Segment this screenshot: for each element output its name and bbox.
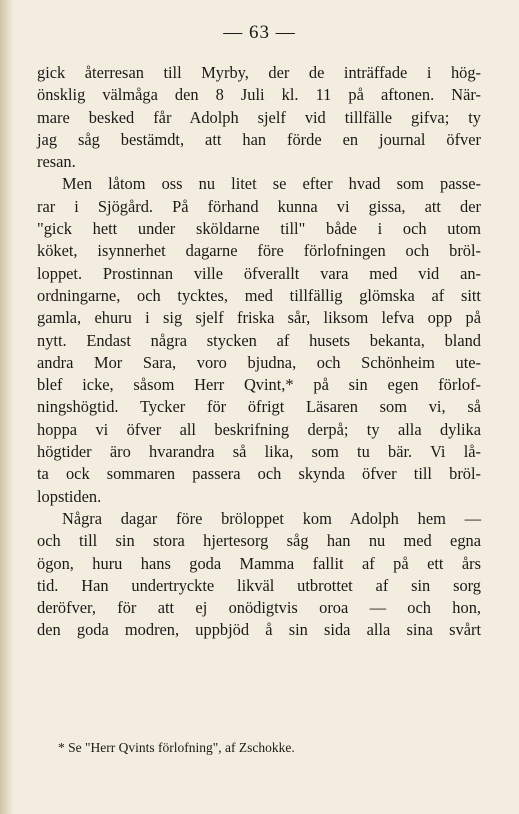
text-line: rar i Sjögård. På förhand kunna vi gissa, att der [37, 196, 481, 216]
text-line: ningshögtid. Tycker för öfrigt Läsaren som vi, så [37, 397, 481, 417]
text-line: hoppa vi öfver all beskrifning derpå; ty alla dylika [37, 419, 481, 439]
text-line: resan. [37, 152, 76, 172]
text-line: köket, isynnerhet dagarne före förlofningen och bröl- [37, 241, 481, 261]
page-number: — 63 — [223, 22, 296, 43]
text-line: "gick hett under sköldarne till" både i och utom [37, 219, 481, 239]
text-line: andra Mor Sara, voro bjudna, och Schönheim ute- [37, 352, 481, 372]
text-line: loppet. Prostinnan ville öfverallt vara med vid an- [37, 263, 481, 283]
footnote: * Se "Herr Qvints förlofning", af Zschokke. [58, 740, 295, 755]
text-line: jag såg bestämdt, att han förde en journal öfver [37, 129, 481, 149]
text-line: blef icke, såsom Herr Qvint,* på sin egen förlof- [37, 375, 481, 395]
text-line: högtider äro hvarandra så lika, som tu bär. Vi lå- [37, 442, 481, 462]
text-line: Men låtom oss nu litet se efter hvad som passe- [62, 174, 481, 194]
text-line: gamla, ehuru i sig sjelf friska sår, liksom lefva opp på [37, 308, 481, 328]
text-line: deröfver, för att ej onödigtvis oroa — och hon, [37, 598, 481, 618]
text-line: tid. Han undertryckte likväl utbrottet af sin sorg [37, 575, 481, 595]
text-line: den goda modren, uppbjöd å sin sida alla sina svårt [37, 620, 481, 640]
text-line: lopstiden. [37, 486, 102, 506]
text-line: och till sin stora hjertesorg såg han nu med egna [37, 531, 481, 551]
text-line: ögon, huru hans goda Mamma fallit af på ett års [37, 553, 481, 573]
text-line: önsklig välmåga den 8 Juli kl. 11 på aftonen. När- [37, 85, 481, 105]
page-binding-edge [0, 0, 14, 814]
body-text [37, 62, 481, 642]
text-line: nytt. Endast några stycken af husets bekanta, bland [37, 330, 481, 350]
text-line: Några dagar före bröloppet kom Adolph hem — [62, 508, 481, 528]
text-line: ordningarne, och tycktes, med tillfällig glömska af sitt [37, 285, 481, 305]
text-line: mare besked får Adolph sjelf vid tillfälle gifva; ty [37, 107, 481, 127]
text-line: ta ock sommaren passera och skynda öfver till bröl- [37, 464, 481, 484]
text-line: gick återresan till Myrby, der de inträffade i hög- [37, 63, 481, 82]
